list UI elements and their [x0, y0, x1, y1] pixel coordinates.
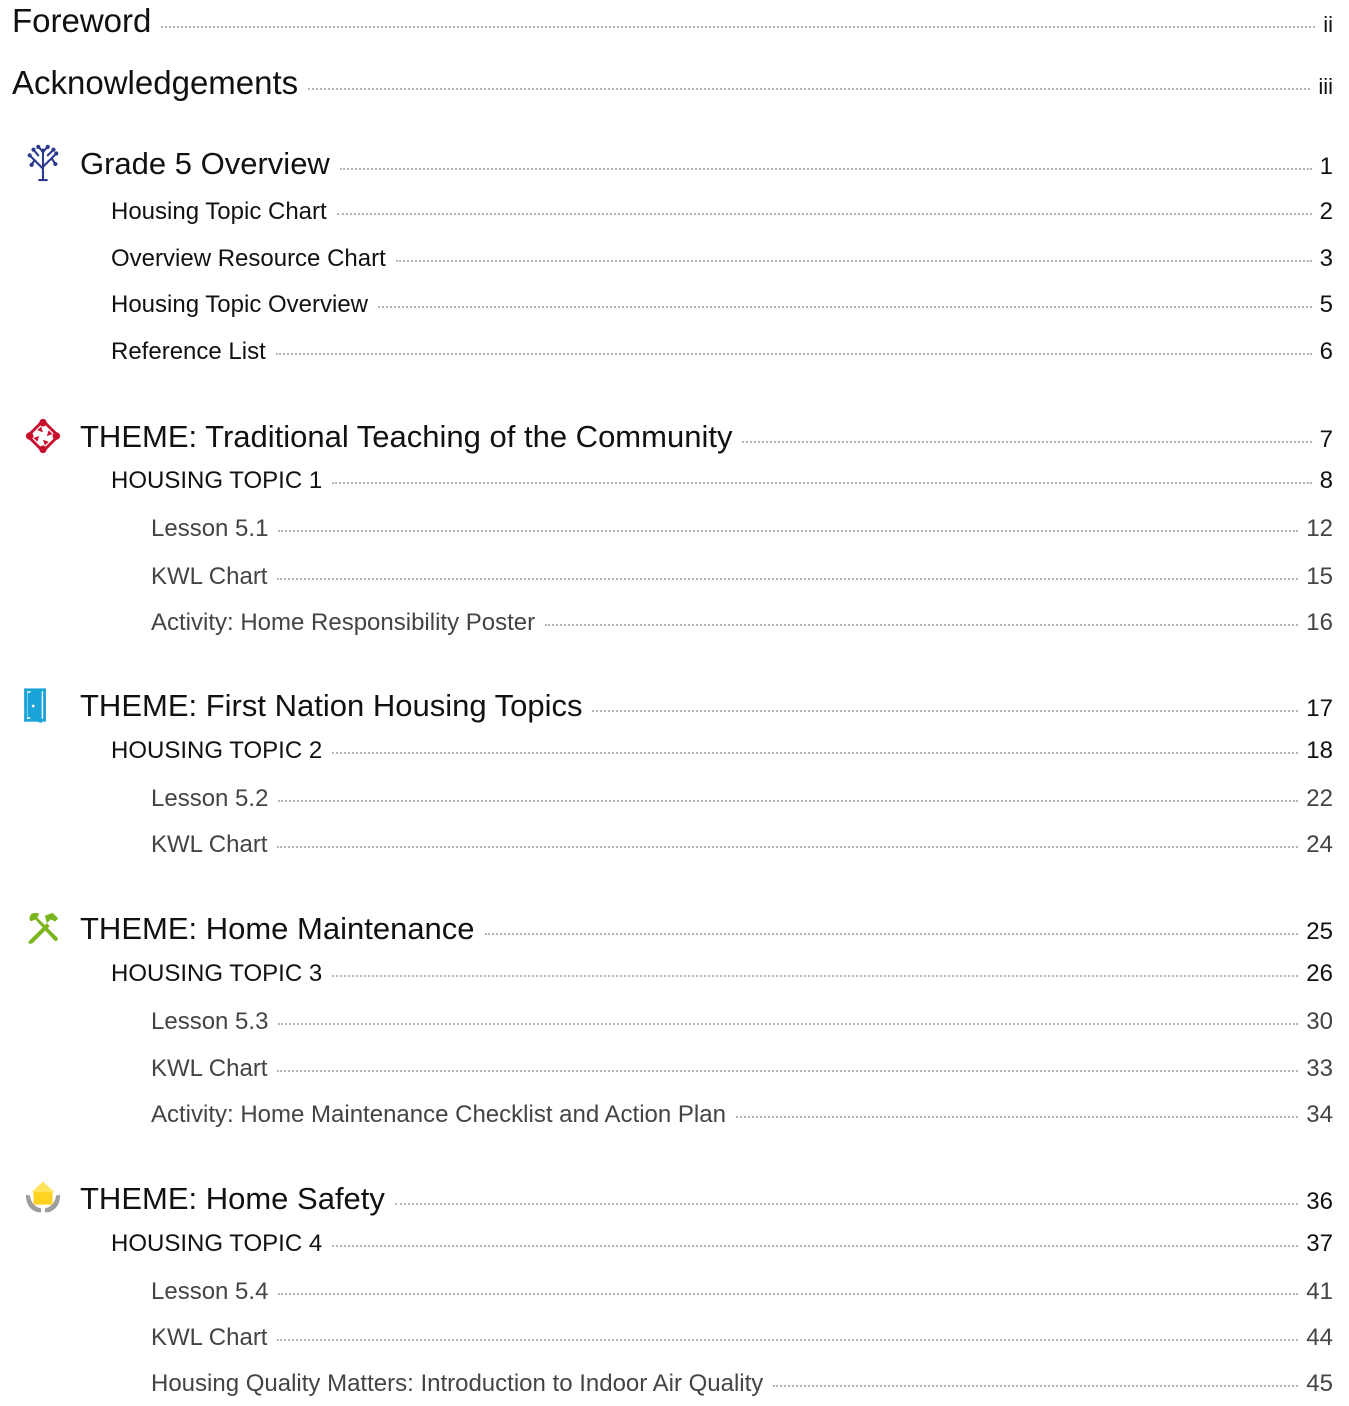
toc-entry-foreword[interactable]	[0, 2, 1349, 40]
toc-page-number: 18	[1306, 737, 1333, 764]
toc-entry-label: HOUSING TOPIC 3	[111, 960, 323, 987]
toc-page-number: 44	[1306, 1324, 1333, 1351]
toc-entry-label: THEME: Traditional Teaching of the Community	[80, 419, 733, 454]
toc-entry-label: Housing Quality Matters: Introduction to Indoor Air Quality	[151, 1370, 764, 1397]
toc-entry-label: THEME: Home Maintenance	[80, 911, 475, 946]
toc-entry-housing-topic-chart[interactable]	[0, 198, 1349, 226]
toc-entry-theme-traditional-teaching[interactable]	[0, 419, 1349, 455]
toc-entry-theme-home-safety[interactable]	[0, 1181, 1349, 1217]
toc-page-number: 8	[1319, 467, 1333, 494]
toc-entry-activity-checklist[interactable]	[0, 1101, 1349, 1129]
toc-entry-label: Reference List	[111, 338, 266, 365]
toc-page-number: 34	[1306, 1101, 1333, 1128]
toc-entry-activity-poster[interactable]	[0, 609, 1349, 637]
toc-entry-label: Lesson 5.4	[151, 1278, 269, 1305]
dot-leader	[278, 798, 1298, 802]
toc-entry-housing-topic-1[interactable]	[0, 467, 1349, 495]
toc-page-number: 7	[1319, 426, 1333, 453]
toc-page-number: 41	[1306, 1278, 1333, 1305]
toc-entry-housing-topic-2[interactable]	[0, 737, 1349, 765]
toc-page-number: 22	[1306, 785, 1333, 812]
dot-leader	[277, 576, 1298, 580]
toc-entry-label: Housing Topic Overview	[111, 291, 369, 318]
toc-entry-kwl-chart-1[interactable]	[0, 563, 1349, 591]
toc-entry-lesson-5-3[interactable]	[0, 1008, 1349, 1036]
toc-page-number: 3	[1319, 245, 1333, 272]
toc-page-number: 26	[1306, 960, 1333, 987]
toc-entry-theme-first-nation-housing[interactable]	[0, 688, 1349, 724]
toc-page-number: 36	[1306, 1188, 1333, 1215]
toc-entry-label: Acknowledgements	[12, 64, 299, 101]
toc-entry-label: HOUSING TOPIC 4	[111, 1230, 323, 1257]
toc-entry-label: Lesson 5.1	[151, 515, 269, 542]
toc-entry-label: KWL Chart	[151, 563, 268, 590]
toc-page-number: ii	[1323, 12, 1333, 37]
dot-leader	[161, 24, 1315, 28]
toc-entry-label: Activity: Home Responsibility Poster	[151, 609, 536, 636]
toc-page-number: 16	[1306, 609, 1333, 636]
toc-entry-label: Activity: Home Maintenance Checklist and Action Plan	[151, 1101, 726, 1128]
dot-leader	[332, 973, 1298, 977]
toc-entry-lesson-5-1[interactable]	[0, 515, 1349, 543]
toc-entry-kwl-chart-4[interactable]	[0, 1324, 1349, 1352]
toc-entry-label: THEME: Home Safety	[80, 1181, 385, 1216]
toc-page-number: 45	[1306, 1370, 1333, 1397]
toc-entry-acknowledgements[interactable]	[0, 64, 1349, 102]
toc-entry-label: HOUSING TOPIC 2	[111, 737, 323, 764]
toc-entry-label: HOUSING TOPIC 1	[111, 467, 323, 494]
dot-leader	[485, 931, 1299, 935]
toc-page-number: 12	[1306, 515, 1333, 542]
toc-entry-reference-list[interactable]	[0, 338, 1349, 366]
toc-entry-kwl-chart-3[interactable]	[0, 1055, 1349, 1083]
toc-page-number: 1	[1319, 153, 1333, 180]
dot-leader	[277, 844, 1298, 848]
toc-entry-label: Housing Topic Chart	[111, 198, 327, 225]
dot-leader	[592, 708, 1298, 712]
toc-page-number: 25	[1306, 918, 1333, 945]
dot-leader	[278, 1291, 1298, 1295]
dot-leader	[332, 750, 1298, 754]
toc-entry-housing-topic-overview[interactable]	[0, 291, 1349, 319]
dot-leader	[545, 622, 1298, 626]
toc-entry-label: THEME: First Nation Housing Topics	[80, 688, 583, 723]
toc-entry-label: KWL Chart	[151, 1055, 268, 1082]
toc-page-number: 15	[1306, 563, 1333, 590]
dot-leader	[742, 439, 1311, 443]
toc-page-number: 24	[1306, 831, 1333, 858]
toc-page-number: 30	[1306, 1008, 1333, 1035]
dot-leader	[340, 166, 1312, 170]
dot-leader	[278, 1021, 1298, 1025]
toc-page-number: 37	[1306, 1230, 1333, 1257]
dot-leader	[378, 304, 1312, 308]
toc-entry-lesson-5-2[interactable]	[0, 785, 1349, 813]
toc-entry-label: KWL Chart	[151, 831, 268, 858]
toc-entry-label: Lesson 5.2	[151, 785, 269, 812]
dot-leader	[332, 1243, 1298, 1247]
toc-page-number: 2	[1319, 198, 1333, 225]
dot-leader	[395, 1201, 1298, 1205]
toc-entry-label: KWL Chart	[151, 1324, 268, 1351]
toc-entry-housing-topic-3[interactable]	[0, 960, 1349, 988]
dot-leader	[278, 528, 1298, 532]
toc-page-number: iii	[1318, 74, 1333, 99]
dot-leader	[277, 1068, 1298, 1072]
dot-leader	[773, 1383, 1298, 1387]
toc-entry-housing-topic-4[interactable]	[0, 1230, 1349, 1258]
toc-entry-label: Foreword	[12, 2, 152, 39]
toc-page-number: 17	[1306, 695, 1333, 722]
toc-entry-label: Grade 5 Overview	[80, 146, 330, 181]
toc-page-number: 6	[1319, 338, 1333, 365]
toc-entry-overview-resource-chart[interactable]	[0, 245, 1349, 273]
dot-leader	[277, 1337, 1298, 1341]
dot-leader	[308, 86, 1310, 90]
toc-page-number: 33	[1306, 1055, 1333, 1082]
dot-leader	[337, 211, 1312, 215]
dot-leader	[332, 480, 1311, 484]
toc-entry-lesson-5-4[interactable]	[0, 1278, 1349, 1306]
toc-entry-indoor-air-quality[interactable]	[0, 1370, 1349, 1398]
toc-entry-theme-home-maintenance[interactable]	[0, 911, 1349, 947]
dot-leader	[276, 351, 1312, 355]
toc-entry-label: Overview Resource Chart	[111, 245, 386, 272]
toc-page-number: 5	[1319, 291, 1333, 318]
toc-entry-label: Lesson 5.3	[151, 1008, 269, 1035]
dot-leader	[396, 258, 1312, 262]
dot-leader	[736, 1114, 1298, 1118]
toc-entry-grade5-overview[interactable]	[0, 146, 1349, 182]
toc-entry-kwl-chart-2[interactable]	[0, 831, 1349, 859]
